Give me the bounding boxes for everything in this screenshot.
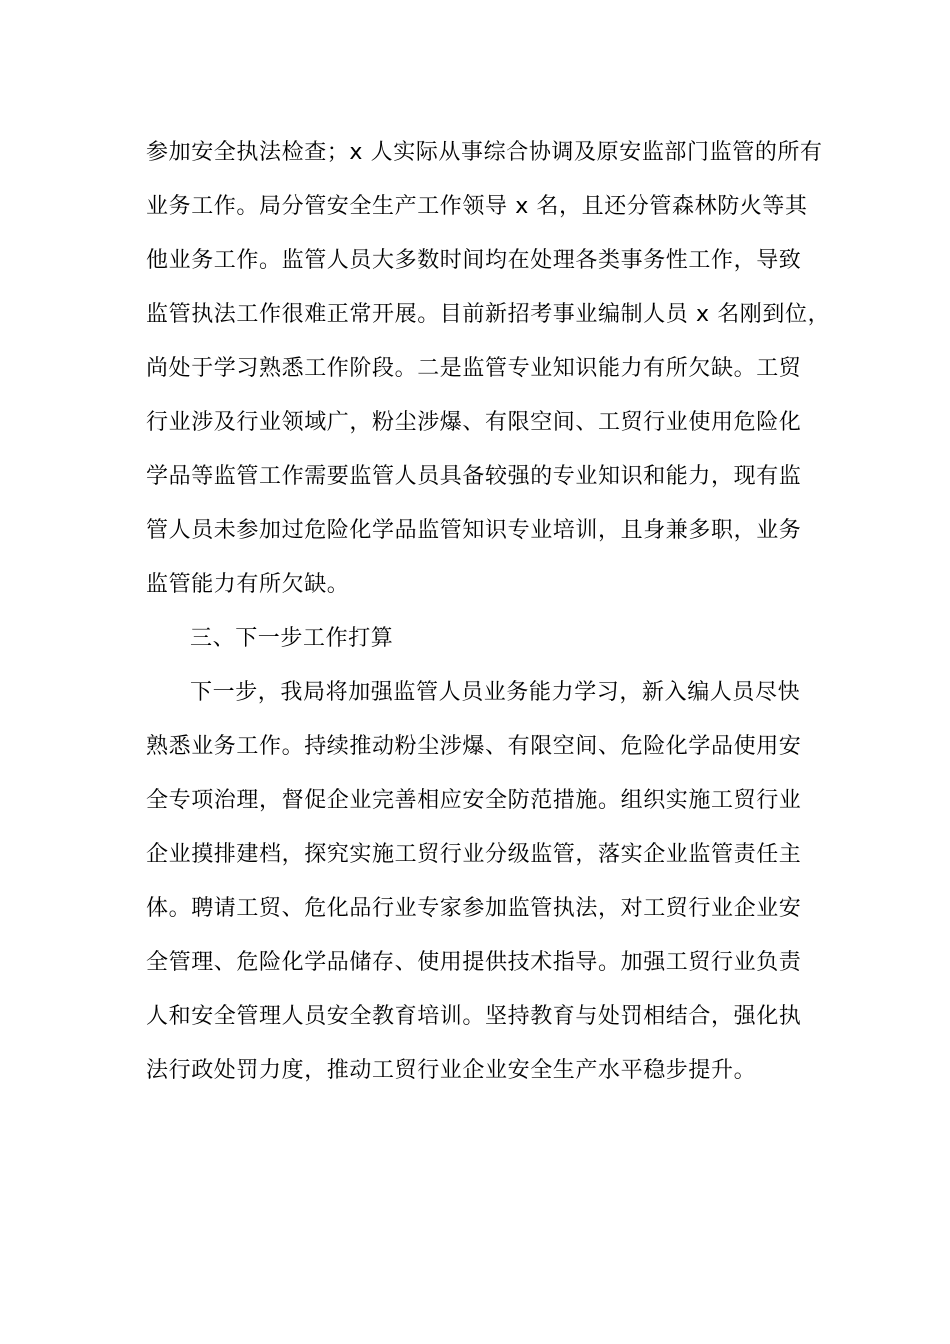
text-line: 体。聘请工贸、危化品行业专家参加监管执法，对工贸行业企业安 bbox=[146, 896, 802, 921]
text-line: 熟悉业务工作。持续推动粉尘涉爆、有限空间、危险化学品使用安 bbox=[146, 734, 802, 759]
text-line: 监管能力有所欠缺。 bbox=[146, 572, 350, 597]
section-heading: 三、下一步工作打算 bbox=[190, 626, 394, 651]
text-line: 参加安全执法检查；x 人实际从事综合协调及原安监部门监管的所有 bbox=[146, 140, 823, 165]
text-line: 下一步，我局将加强监管人员业务能力学习，新入编人员尽快 bbox=[190, 680, 801, 705]
text-line: 全管理、危险化学品储存、使用提供技术指导。加强工贸行业负责 bbox=[146, 950, 802, 975]
text-line: 学品等监管工作需要监管人员具备较强的专业知识和能力，现有监 bbox=[146, 464, 802, 489]
text-line: 行业涉及行业领域广，粉尘涉爆、有限空间、工贸行业使用危险化 bbox=[146, 410, 802, 435]
text-line: 管人员未参加过危险化学品监管知识专业培训，且身兼多职，业务 bbox=[146, 518, 802, 543]
body-text bbox=[146, 126, 846, 1098]
text-line: 企业摸排建档，探究实施工贸行业分级监管，落实企业监管责任主 bbox=[146, 842, 802, 867]
text-line: 尚处于学习熟悉工作阶段。二是监管专业知识能力有所欠缺。工贸 bbox=[146, 356, 802, 381]
text-line: 人和安全管理人员安全教育培训。坚持教育与处罚相结合，强化执 bbox=[146, 1004, 802, 1029]
text-line: 监管执法工作很难正常开展。目前新招考事业编制人员 x 名刚到位， bbox=[146, 302, 831, 327]
text-line: 全专项治理，督促企业完善相应安全防范措施。组织实施工贸行业 bbox=[146, 788, 802, 813]
text-line: 法行政处罚力度，推动工贸行业企业安全生产水平稳步提升。 bbox=[146, 1058, 757, 1083]
text-line: 他业务工作。监管人员大多数时间均在处理各类事务性工作，导致 bbox=[146, 248, 802, 273]
text-line: 业务工作。局分管安全生产工作领导 x 名，且还分管森林防火等其 bbox=[146, 194, 808, 219]
